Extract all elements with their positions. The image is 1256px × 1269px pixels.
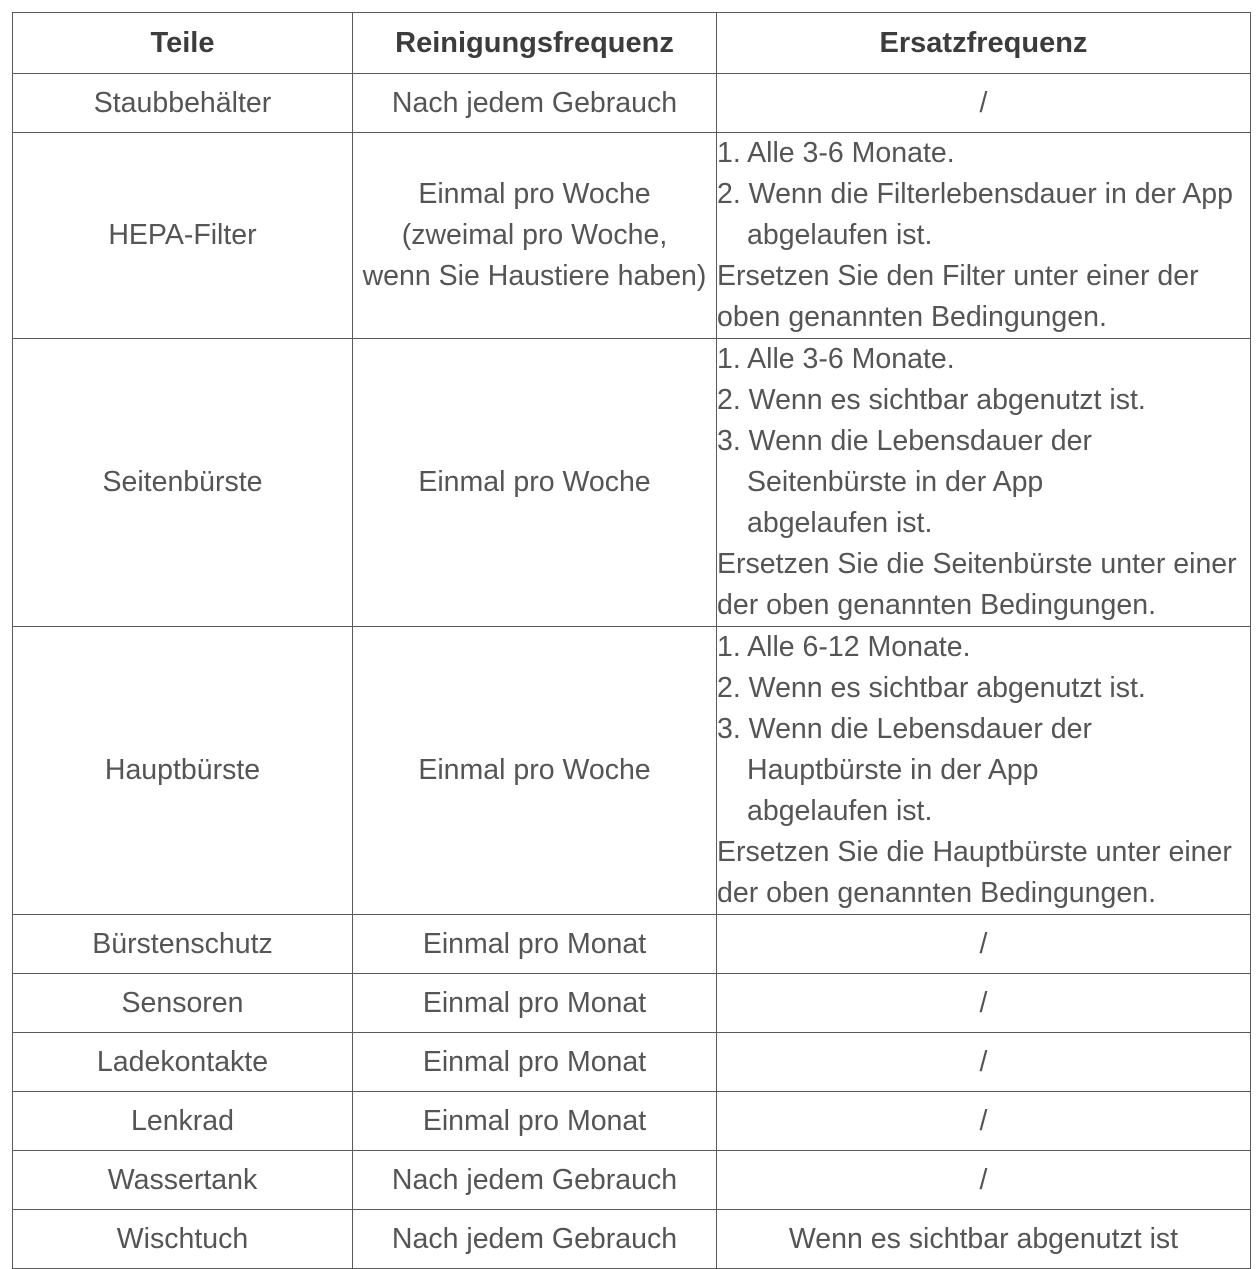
- table-row: [13, 627, 1251, 915]
- replacement-frequency: /: [717, 1092, 1251, 1151]
- replacement-frequency: /: [717, 974, 1251, 1033]
- replacement-condition: 3. Wenn die Lebensdauer der Seitenbürste in der App abgelaufen ist.: [717, 425, 1092, 539]
- cleaning-frequency: Nach jedem Gebrauch: [353, 74, 717, 133]
- replacement-note: Ersetzen Sie die Hauptbürste unter einer der oben genannten Bedingungen.: [717, 836, 1232, 909]
- table-row: [13, 1210, 1251, 1269]
- replacement-frequency: /: [717, 1151, 1251, 1210]
- replacement-condition: 1. Alle 3-6 Monate.: [717, 137, 955, 169]
- replacement-condition: 3. Wenn die Lebensdauer der Hauptbürste in der App abgelaufen ist.: [717, 713, 1092, 827]
- replacement-frequency: [717, 133, 1251, 339]
- part-name: Sensoren: [13, 974, 353, 1033]
- table-row: [13, 1033, 1251, 1092]
- header-cleaning-frequency: Reinigungsfrequenz: [353, 13, 717, 74]
- part-name: Wischtuch: [13, 1210, 353, 1269]
- cleaning-frequency: Einmal pro Monat: [353, 974, 717, 1033]
- header-replacement-frequency: Ersatzfrequenz: [717, 13, 1251, 74]
- cleaning-line: (zweimal pro Woche,: [401, 219, 668, 251]
- replacement-frequency: /: [717, 1033, 1251, 1092]
- replacement-condition: 2. Wenn es sichtbar abgenutzt ist.: [717, 672, 1146, 704]
- cleaning-line: Einmal pro Woche: [418, 178, 651, 210]
- part-name: Staubbehälter: [13, 74, 353, 133]
- part-name: Bürstenschutz: [13, 915, 353, 974]
- part-name: Seitenbürste: [13, 339, 353, 627]
- table-row: [13, 1092, 1251, 1151]
- cleaning-frequency: Einmal pro Woche: [353, 339, 717, 627]
- table-header-row: [13, 13, 1251, 74]
- part-name: Lenkrad: [13, 1092, 353, 1151]
- replacement-frequency: /: [717, 74, 1251, 133]
- replacement-frequency: [717, 627, 1251, 915]
- cleaning-frequency: Einmal pro Monat: [353, 1092, 717, 1151]
- cleaning-frequency: Einmal pro Woche: [353, 627, 717, 915]
- table-row: [13, 339, 1251, 627]
- replacement-condition: 2. Wenn die Filterlebensdauer in der App abgelaufen ist.: [717, 178, 1233, 251]
- part-name: HEPA-Filter: [13, 133, 353, 339]
- table-row: [13, 974, 1251, 1033]
- replacement-frequency: [717, 339, 1251, 627]
- replacement-condition: 2. Wenn es sichtbar abgenutzt ist.: [717, 384, 1146, 416]
- part-name: Hauptbürste: [13, 627, 353, 915]
- cleaning-frequency: Nach jedem Gebrauch: [353, 1151, 717, 1210]
- replacement-condition: 1. Alle 3-6 Monate.: [717, 343, 955, 375]
- table-row: [13, 1151, 1251, 1210]
- table-row: [13, 74, 1251, 133]
- replacement-note: Ersetzen Sie den Filter unter einer der oben genannten Bedingungen.: [717, 260, 1199, 333]
- cleaning-frequency: Einmal pro Monat: [353, 915, 717, 974]
- replacement-note: Ersetzen Sie die Seitenbürste unter einer der oben genannten Bedingungen.: [717, 548, 1237, 621]
- replacement-condition: 1. Alle 6-12 Monate.: [717, 631, 971, 663]
- cleaning-frequency: Einmal pro Monat: [353, 1033, 717, 1092]
- part-name: Ladekontakte: [13, 1033, 353, 1092]
- replacement-frequency: Wenn es sichtbar abgenutzt ist: [717, 1210, 1251, 1269]
- table-row: [13, 133, 1251, 339]
- table-row: [13, 915, 1251, 974]
- replacement-frequency: /: [717, 915, 1251, 974]
- header-parts: Teile: [13, 13, 353, 74]
- maintenance-table: [12, 12, 1251, 1269]
- cleaning-frequency: Nach jedem Gebrauch: [353, 1210, 717, 1269]
- cleaning-line: wenn Sie Haustiere haben): [362, 260, 707, 292]
- cleaning-frequency: [353, 133, 717, 339]
- part-name: Wassertank: [13, 1151, 353, 1210]
